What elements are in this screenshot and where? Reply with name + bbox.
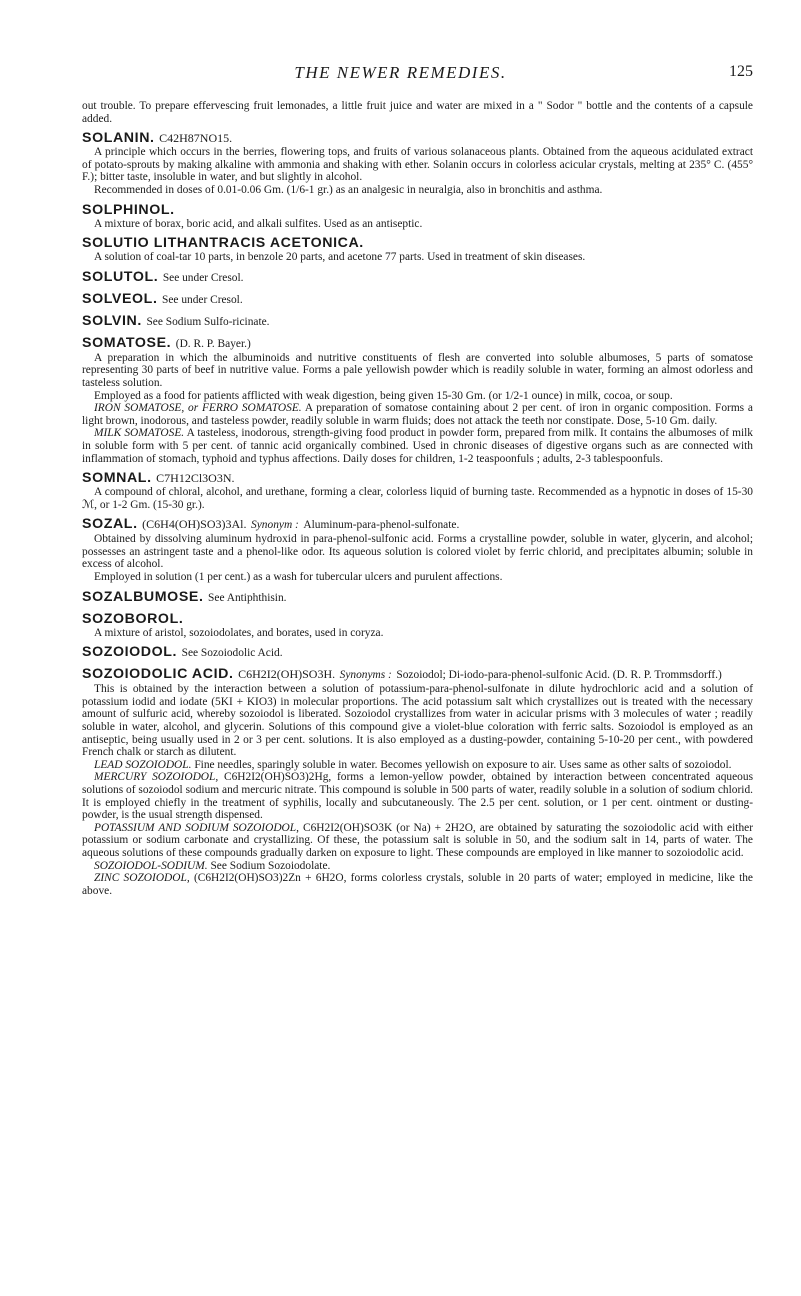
entry-paragraph: A compound of chloral, alcohol, and urethane, forming a clear, colorless liquid of burning taste. Recommended as a hypnotic in doses of 15-30 ℳ, or 1-2 Gm. (15-30 gr.). [82, 486, 753, 511]
entry-heading-solphinol: SOLPHINOL. [82, 201, 175, 218]
entry-paragraph: Employed in solution (1 per cent.) as a wash for tubercular ulcers and purulent affections. [94, 571, 503, 584]
entry-heading-somnal: SOMNAL. C7H12Cl3O3N. [82, 470, 235, 487]
page-header [0, 63, 801, 89]
entry-paragraph: This is obtained by the interaction between a solution of potassium-para-phenol-sulfonate in dilute hydrochloric acid and a solution of potassium iodid and iodate (5KI + KIO3) in molecular proportions. The acid potassium salt which crystallizes out is treated with the necessary amount of sulfuric acid, whereby sozoiodol is liberated. Sozoiodol crystallizes from water in acicular prisms with 3 molecules of water ; readily soluble in water, alcohol, and glycerin. Solutions of this compound give a violet-blue coloration with ferric salts. Sozoiodol is employed as an antiseptic, being usually used in 2 or 3 per cent. solutions. It is also employed as a dusting-powder, containing 5-10-20 per cent., with powdered French chalk or starch as dilutent. [82, 683, 753, 759]
entry-paragraph: Obtained by dissolving aluminum hydroxid in para-phenol-sulfonic acid. Forms a crystalline powder, soluble in water, glycerin, and alcohol; possesses an astringent taste and a phenol-like odor. Its aqueous solution is colored violet by ferric chlorid, and precipitates albumin; soluble in excess of alcohol. [82, 533, 753, 571]
sub-entry-lead: LEAD SOZOIODOL. Fine needles, sparingly soluble in water. Becomes yellowish on exposure to air. Uses same as other salts of sozoiodol. [94, 758, 732, 771]
entry-paragraph: Employed as a food for patients afflicted with weak digestion, being given 15-30 Gm. (or 1/2-1 ounce) in milk, cocoa, or soup. [94, 389, 673, 402]
entry-paragraph: A principle which occurs in the berries, flowering tops, and fruits of various solanaceous plants. Obtained from the aqueous acidulated extract of potato-sprouts by making alkaline with ammonia and shaking with ether. Solanin occurs in colorless acicular crystals, melting at 235° C. (455° F.); bitter taste, insoluble in water, and but slightly in alcohol. [82, 146, 753, 184]
entry-paragraph: A solution of coal-tar 10 parts, in benzole 20 parts, and acetone 77 parts. Used in treatment of skin diseases. [94, 251, 586, 264]
entry-heading-solveol: SOLVEOL. See under Cresol. [82, 290, 243, 307]
entry-heading-somatose: SOMATOSE. (D. R. P. Bayer.) [82, 334, 251, 351]
entry-paragraph: Recommended in doses of 0.01-0.06 Gm. (1/6-1 gr.) as an analgesic in neuralgia, also in bronchitis and asthma. [94, 183, 603, 196]
chemical-formula: C42H87NO15. [159, 131, 233, 146]
cross-reference: See under Cresol. [162, 271, 244, 284]
sub-entry-mercury: MERCURY SOZOIODOL, C6H2I2(OH)SO3)2Hg, forms a lemon-yellow powder, obtained by interaction between concentrated aqueous solutions of sozoiodol sodium and mercuric nitrate. This compound is soluble in 500 parts of water, readily soluble in a solution of sodium chlorid. It is employed chiefly in the treatment of syphilis, locally and subcutaneously. The 2.5 per cent. solution, or 1 per cent. ointment or dusting-powder, is the usual strength dispensed. [82, 771, 753, 822]
entry-heading-sozoiodol: SOZOIODOL. See Sozoiodolic Acid. [82, 644, 283, 661]
patent-note: (D. R. P. Bayer.) [175, 337, 251, 350]
entry-heading-sozal: SOZAL. (C6H4(OH)SO3)3Al. Synonym : Aluminum-para-phenol-sulfonate. [82, 516, 460, 533]
chemical-formula: C6H2I2(OH)SO3H. [238, 667, 336, 682]
entry-heading-sozoiodolic-acid: SOZOIODOLIC ACID. C6H2I2(OH)SO3H. Synonyms : Sozoiodol; Di-iodo-para-phenol-sulfonic Acid. (D. R. P. Trommsdorff.) [82, 666, 722, 683]
entry-heading-sozoborol: SOZOBOROL. [82, 610, 184, 627]
entry-paragraph: A mixture of aristol, sozoiodolates, and borates, used in coryza. [94, 626, 384, 639]
cross-reference: See under Cresol. [162, 293, 243, 306]
entry-paragraph: A preparation in which the albuminoids and nutritive constituents of flesh are converted into soluble albumoses, 5 parts of somatose representing 30 parts of beef in nutritive value. Forms a pale yellowish powder which is readily soluble in water, forming an almost odorless and tasteless solution. [82, 351, 753, 389]
sub-entry-zinc: ZINC SOZOIODOL, (C6H2I2(OH)SO3)2Zn + 6H2O, forms colorless crystals, soluble in 20 parts of water; employed in medicine, like the above. [82, 872, 753, 897]
cross-reference: See Sozoiodolic Acid. [181, 647, 283, 660]
entry-heading-solanin: SOLANIN. C42H87NO15. [82, 130, 233, 147]
sub-entry-potassium-sodium: POTASSIUM AND SODIUM SOZOIODOL, C6H2I2(OH)SO3K (or Na) + 2H2O, are obtained by saturating the sozoiodolic acid with either potassium or sodium carbonate and crystallizing. Of these, the potassium salt is soluble in 50, and the sodium salt in 14, parts of water. The aqueous solutions of these compounds gradually darken on exposure to light. These compounds are employed in like manner to sozoiodolic acid. [82, 821, 753, 859]
entry-heading-solutio: SOLUTIO LITHANTRACIS ACETONICA. [82, 235, 364, 252]
sub-entry-iron-somatose: IRON SOMATOSE, or FERRO SOMATOSE. A preparation of somatose containing about 2 per cent. of iron in organic composition. Forms a light brown, inodorous, and tasteless powder, readily soluble in warm fluids; does not attack the teeth nor constipate. Dose, 5-10 Gm. daily. [82, 402, 753, 427]
continued-paragraph: out trouble. To prepare effervescing fruit lemonades, a little fruit juice and water are mixed in a " Sodor " bottle and the contents of a capsule added. [82, 100, 753, 125]
entry-heading-sozalbumose: SOZALBUMOSE. See Antiphthisin. [82, 588, 287, 605]
running-title: THE NEWER REMEDIES. [294, 63, 507, 82]
entry-paragraph: A mixture of borax, boric acid, and alkali sulfites. Used as an antiseptic. [94, 217, 423, 230]
page-number: 125 [729, 63, 753, 80]
cross-reference: See Sodium Sulfo-ricinate. [146, 315, 270, 328]
page-body [82, 100, 753, 897]
entry-heading-solvin: SOLVIN. See Sodium Sulfo-ricinate. [82, 312, 270, 329]
sub-entry-sozoiodol-sodium: SOZOIODOL-SODIUM. See Sodium Sozoiodolate. [94, 859, 331, 872]
chemical-formula: (C6H4(OH)SO3)3Al. [142, 517, 247, 532]
sub-entry-milk-somatose: MILK SOMATOSE. A tasteless, inodorous, strength-giving food product in powder form, prepared from milk. It contains the albumoses of milk in soluble form with 5 per cent. of tannic acid organically combined. Used in chronic diseases of digestive organs such as are connected with inflammation of stomach, typhoid and typhus affections. Daily doses for children, 1-2 teaspoonfuls ; adults, 2-3 tablespoonfuls. [82, 427, 753, 465]
cross-reference: See Antiphthisin. [208, 591, 287, 604]
entry-heading-solutol: SOLUTOL. See under Cresol. [82, 268, 244, 285]
chemical-formula: C7H12Cl3O3N. [156, 471, 235, 486]
